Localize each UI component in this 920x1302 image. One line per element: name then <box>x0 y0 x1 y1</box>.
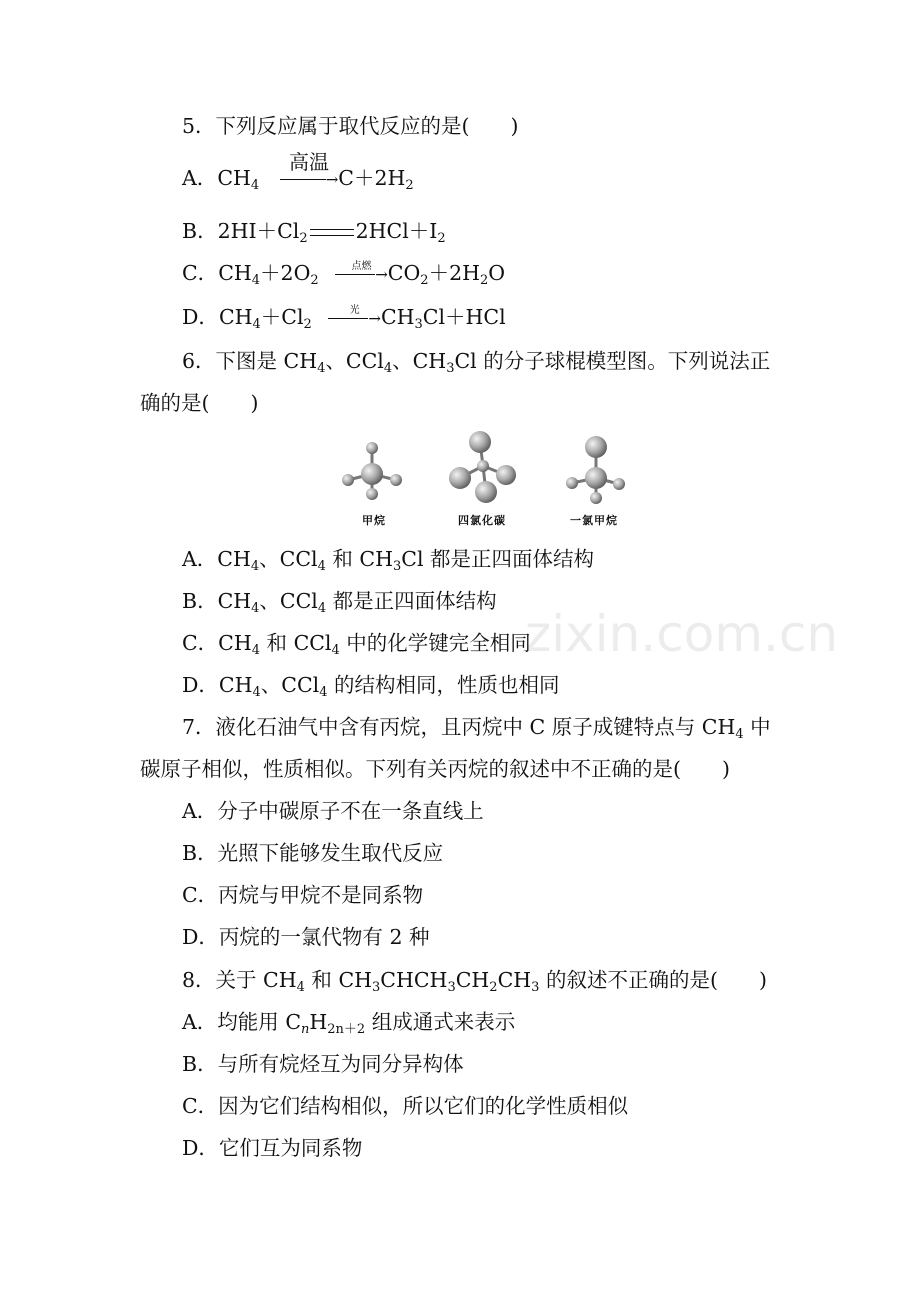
q6-stem-line2: 确的是( ) <box>140 391 259 415</box>
q5-option-a: A．$CH_4$ 高温 $\to C+2H_2$ <box>182 150 414 193</box>
watermark: zixin.com.cn <box>525 605 839 663</box>
caption-methane: 甲烷 <box>362 514 386 527</box>
reaction-arrow-ignite: 点燃 → <box>335 259 388 289</box>
reaction-arrow-high-temp: 高温 → <box>280 164 339 194</box>
q7-stem: 7．液化石油气中含有丙烷，且丙烷中 C 原子成键特点与 $CH_4$ 中 <box>182 715 771 742</box>
q5-option-b: B．$2HI+Cl_2$ $2HCl+I_2$ <box>182 219 446 246</box>
q8-option-c: C．因为它们结构相似，所以它们的化学性质相似 <box>182 1094 629 1118</box>
q5-option-d: D．$CH_4+Cl_2$ 光 $\to CH_3Cl+HCl$ <box>182 305 506 332</box>
q6-option-d: D．$CH_4$、CCl$_4$ 的结构相同，性质也相同 <box>182 673 560 700</box>
chloromethane-model <box>566 436 625 504</box>
q7-option-a: A．分子中碳原子不在一条直线上 <box>182 799 484 823</box>
caption-chloromethane: 一氯甲烷 <box>570 514 618 527</box>
q5-option-c: C．$CH_4+2O_2$ 点燃 $\to CO_2+2H_2O$ <box>182 261 506 288</box>
q5-stem: 5．下列反应属于取代反应的是( ) <box>182 114 519 138</box>
q7-option-d: D．丙烷的一氯代物有 2 种 <box>182 925 430 949</box>
reaction-arrow-light: 光 → <box>328 303 381 333</box>
q6-stem: 6．下图是 $CH_4$、CCl$_4$、$CH_3Cl$ 的分子球棍模型图。下列说法正 <box>182 349 771 376</box>
q6-option-c: C．$CH_4$ 和 CCl$_4$ 中的化学键完全相同 <box>182 631 531 658</box>
q8-option-b: B．与所有烷烃互为同分异构体 <box>182 1052 464 1076</box>
carbon-tetrachloride-model <box>449 431 516 503</box>
q6-option-a: A．$CH_4$、CCl$_4$ 和 $CH_3Cl$ 都是正四面体结构 <box>182 547 595 574</box>
molecule-models-figure <box>330 428 630 532</box>
equals-sign-double-line <box>310 229 354 236</box>
q8-option-d: D．它们互为同系物 <box>182 1136 363 1160</box>
q6-option-b: B．$CH_4$、CCl$_4$ 都是正四面体结构 <box>182 589 497 616</box>
caption-carbon-tetrachloride: 四氯化碳 <box>458 514 506 527</box>
q8-option-a: A．均能用 $C_nH_{2n+2}$ 组成通式来表示 <box>182 1010 516 1037</box>
methane-model <box>342 442 402 500</box>
q7-option-b: B．光照下能够发生取代反应 <box>182 841 444 865</box>
q7-option-c: C．丙烷与甲烷不是同系物 <box>182 883 424 907</box>
q8-stem: 8．关于 $CH_4$ 和 $CH_3CHCH_3CH_2CH_3$ 的叙述不正确的是( ) <box>182 968 767 995</box>
q7-stem-line2: 碳原子相似，性质相似。下列有关丙烷的叙述中不正确的是( ) <box>140 757 730 781</box>
